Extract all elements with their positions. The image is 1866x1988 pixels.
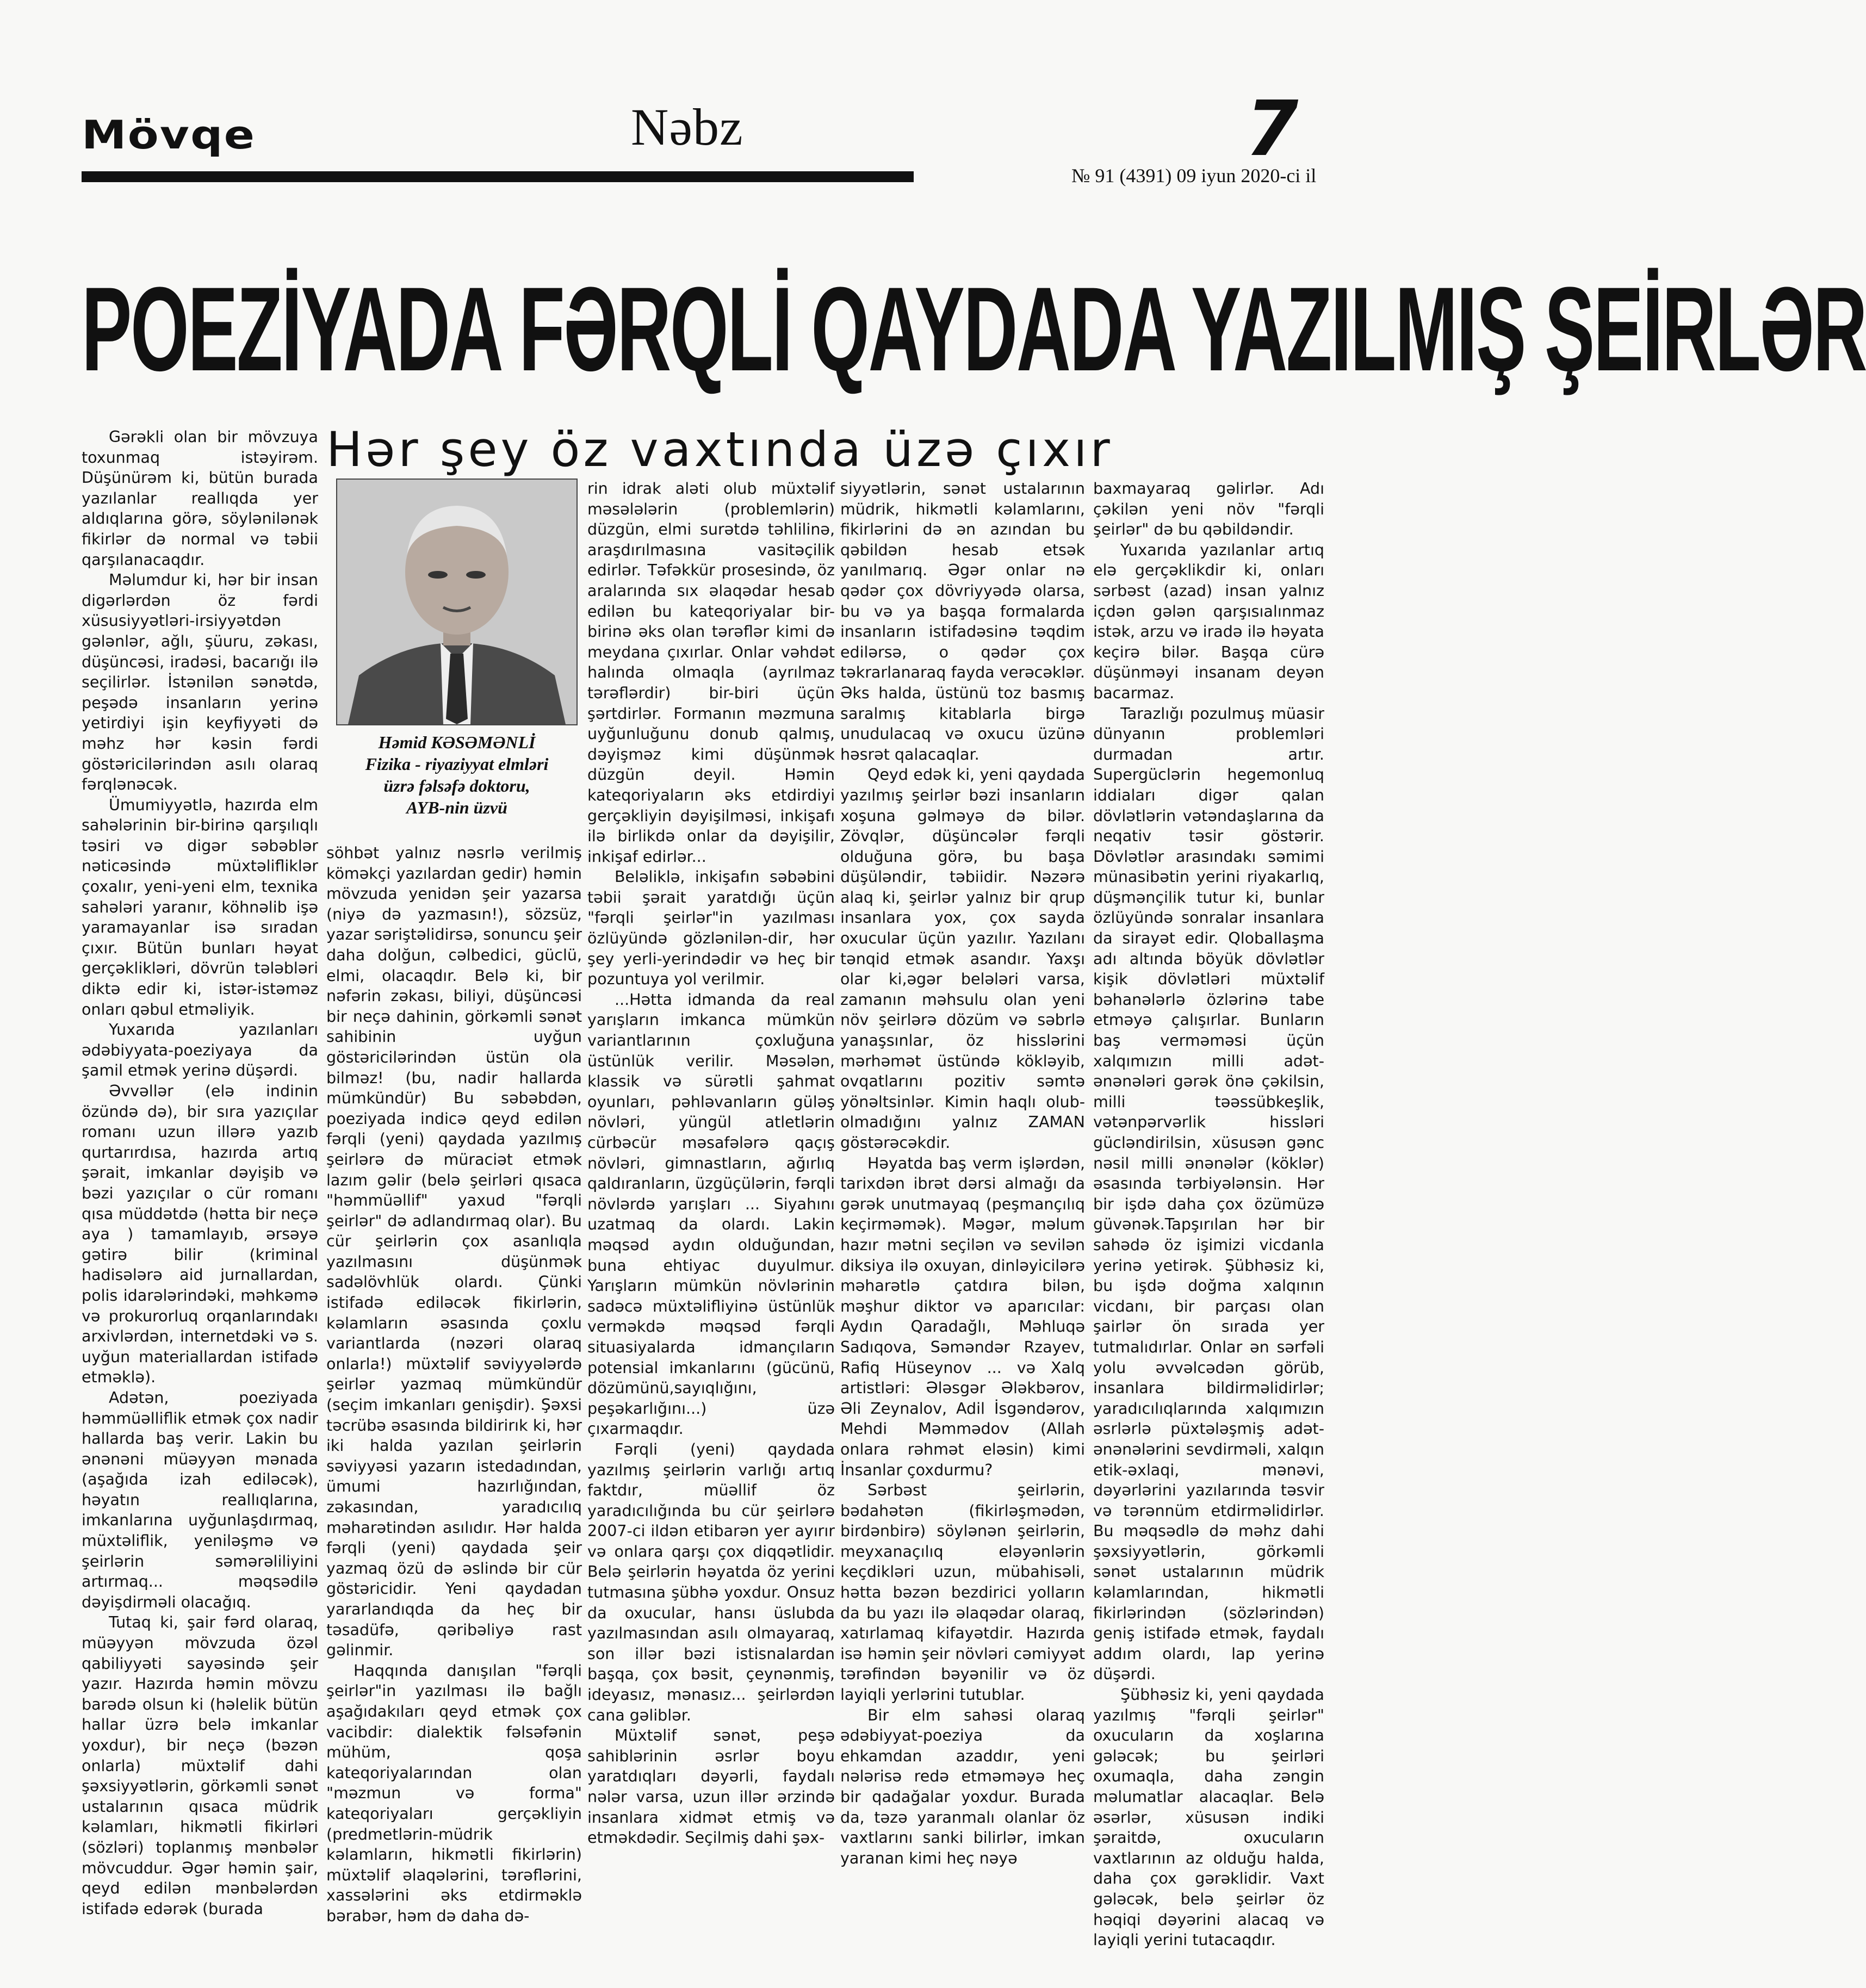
headline-text: POEZİYADA FƏRQLİ QAYDADA YAZILMIŞ ŞEİRLƏR: [82, 262, 1866, 396]
subtitle: Hər şey öz vaxtında üzə çıxır: [326, 421, 1113, 477]
paragraph: Yuxarıda yazılanlar artıq elə gerçəklikdir ki, onları sərbəst (azad) insan yalnız içdən gələn qarşısıalınmaz istək, arzu və iradə ilə həyata keçirə bilər. Başqa cürə düşünməyi insanam deyən bacarmaz.: [1093, 541, 1324, 702]
paragraph: Yuxarıda yazılanları ədəbiyyata-poeziyaya da şamil etmək yerinə düşərdi.: [82, 1021, 318, 1080]
paragraph: Sərbəst şeirlərin, bədahətən (fikirləşmədən, birdənbirə) söylənən şeirlərin, meyxanaçılıq eləyənlərin keçdikləri uzun, mübahisəli, hətta bəzən bezdirici yolların da bu yazı ilə əlaqədar olaraq, xatırlamaq kifayətdir. Hazırda isə həmin şeir növləri cəmiyyət tərəfindən bəyənilir və öz layiqli yerlərini tutublar.: [840, 1481, 1085, 1704]
author-title-1: Fizika - riyaziyyat elmləri: [365, 754, 549, 774]
paragraph: Əvvəllər (elə indinin özündə də), bir sıra yazıçılar romanı uzun illərə yazıb qurtarırdısa, hazırda artıq şərait, imkanlar dəyişib və bəzi yazıçılar o cür romanı qısa müddətdə (hətta bir neçə aya ) tamamlayıb, ərsəyə gətirə bilir (kriminal hadisələrə aid jurnallardan, polis idarələrindəki, məhkəmə və prokurorluq orqanlarındakı arxivlərdən, internetdəki və s. uyğun materiallardan istifadə etməklə).: [82, 1082, 318, 1387]
paragraph: Tarazlığı pozulmuş müasir dünyanın problemləri durmadan artır. Supergüclərin hegemonluq iddiaları digər qalan dövlətlərin vətəndaşlarına da neqativ təsir göstərir. Dövlətlər arasındakı səmimi münasibətin yerini riyakarlıq, düşmənçilik tutur ki, bunlar özlüyündə sonralar insanlara da sirayət edir. Qloballaşma adı altında böyük dövlətlər kişik dövlətləri müxtəlif bəhanələrlə özlərinə tabe etməyə çalışırlar. Bunların baş verməməsi üçün xalqımızın milli adət-ənənələri gərək önə çəkilsin, milli təəssübkeşlik, vətənpərvərlik hissləri gücləndirilsin, xüsusən gənc nəsil milli ənənələr (köklər) əsasında tərbiyələnsin. Hər bir işdə daha çox özümüzə güvənək.Tapşırılan hər bir sahədə öz işimizi vicdanla yerinə yetirək. Şübhəsiz ki, bu işdə doğma xalqının vicdanı, bir parçası olan şairlər ön sırada yer tutmalıdırlar. Onlar ən sərfəli yolu əvvəlcədən görüb, insanlara bildirməlidirlər; yaradıcılıqlarında xalqımızın əsrlərlə püxtələşmiş adət-ənənələrini sevdirməli, xalqın etik-əxlaqi, mənəvi, dəyərlərini yazılarında təsvir və tərənnüm etdirməlidirlər. Bu məqsədlə də məhz dahi şəxsiyyətlərin, görkəmli sənət ustalarının müdrik kəlamlarından, hikmətli fikirlərindən (sözlərindən) geniş istifadə etmək, faydalı addım olardı, lap yerinə düşərdi.: [1093, 704, 1324, 1683]
paragraph: Beləliklə, inkişafın səbəbini təbii şərait yaratdığı üçün "fərqli şeirlər"in yazılması özlüyündə gözlənilən-dir, hər şey yerli-yerindədir və heç bir pozuntuya yol verilmir.: [587, 868, 835, 989]
paragraph: Məlumdur ki, hər bir insan digərlərdən öz fərdi xüsusiyyətləri-irsiyyətdən gələnlər, ağlı, şüuru, zəkası, düşüncəsi, iradəsi, bacarığı ilə seçilirlər. İstənilən sənətdə, peşədə insanların yerinə yetirdiyi işin keyfiyyəti də məhz hər kəsin fərdi göstəricilərindən asılı olaraq fərqlənəcək.: [82, 571, 318, 794]
paragraph: Gərəkli olan bir mövzuya toxunmaq istəyirəm. Düşünürəm ki, bütün burada yazılanlar reallıqda yer aldıqlarına görə, söylənilənək fikirlər də normal və təbii qarşılanacaqdır.: [82, 428, 318, 569]
headline: [82, 250, 1866, 408]
paragraph: Ümumiyyətlə, hazırda elm sahələrinin bir-birinə qarşılıqlı təsiri və digər səbəblər nəticəsində müxtəlifliklər çoxalır, yeni-yeni elm, texnika sahələri yaranır, köhnəlib işə yaramayanlar isə sıradan çıxır. Bütün bunları həyat gerçəklikləri, dövrün tələbləri diktə edir ki, istər-istəməz onları qəbul etməliyik.: [82, 796, 318, 1018]
paragraph: Bir elm sahəsi olaraq ədəbiyyat-poeziya da ehkamdan azaddır, yeni nələrisə redə etməməyə heç bir qadağalar yoxdur. Burada da, təzə yaranmalı olanlar öz vaxtlarını sanki bilirlər, imkan yaranan kimi heç nəyə: [840, 1706, 1085, 1867]
paragraph: Qeyd edək ki, yeni qaydada yazılmış şeirlər bəzi insanların xoşuna gəlməyə də bilər. Zövqlər, düşüncələr fərqli olduğuna görə, bu başa düşüləndir, təbiidir. Nəzərə alaq ki, şeirlər yalnız bir qrup insanlara yox, çox saydа oxucular üçün yazılır. Yazılanı tənqid etmək asandır. Yaxşı olar ki,əgər belələri varsa, zamanın məhsulu olan yeni növ şeirlərə dözüm və səbrlə yanaşsınlar, öz hisslərini mərhəmət üstündə kökləyib, ovqatlarını pozitiv səmtə yönəltsinlər. Kimin haqlı olub-olmadığını yalnız ZAMAN göstərəcəkdir.: [840, 766, 1085, 1152]
paragraph: Fərqli (yeni) qaydada yazılmış şeirlərin varlığı artıq faktdır, müəllif öz yaradıcılığında bu cür şeirlərə 2007-ci ildən etibarən yer ayırır və onlara qarşı çox diqqətlidir. Belə şeirlərin həyatda öz yerini tutmasına şübhə yoxdur. Onsuz da oxucular, hansı üslubda yazılmasından asılı olmayaraq, son illər bəzi istisnalardan başqa, çox bəsit, çeynənmiş, ideyasız, mənasız... şeirlərdən cana gəliblər.: [587, 1440, 835, 1724]
paragraph: Şübhəsiz ki, yeni qaydada yazılmış "fərqli şeirlər" oxucuların da xoşlarına gələcək; bu şeirləri oxumaqla, daha zəngin məlumatlar alacaqlar. Belə əsərlər, xüsusən indiki şəraitdə, oxucuların vaxtlarının az olduğu halda, daha çox gərəklidir. Vaxt gələcək, belə şeirlər öz həqiqi dəyərini alacaq və layiqli yerini tutacaqdır.: [1093, 1686, 1324, 1949]
issue-line: № 91 (4391) 09 iyun 2020-ci il: [1071, 165, 1317, 187]
author-title-2: üzrə fəlsəfə doktoru,: [383, 776, 530, 796]
column-4: [840, 479, 1085, 1966]
paragraph: baxmayaraq gəlirlər. Adı çəkilən yeni növ "fərqli şeirlər" də bu qəbildəndir.: [1093, 480, 1324, 539]
newspaper-title: Nəbz: [631, 98, 743, 156]
column-1: [82, 427, 318, 1966]
paragraph: Müxtəlif sənət, peşə sahiblərinin əsrlər boyu yaratdıqları dəyərli, faydalı nələr varsa, uzun illər ərzində insanlara xidmət etmiş və etməkdədir. Seçilmiş dahi şəx-: [587, 1726, 835, 1847]
masthead-rule: [82, 171, 914, 182]
author-photo: [336, 479, 578, 725]
section-name: Mövqe: [82, 112, 256, 158]
author-name: Həmid KƏSƏMƏNLİ: [378, 732, 536, 752]
portrait-image: [337, 480, 576, 724]
paragraph: ...Hətta idmanda da real yarışların imkanca mümkün variantlarının çoxluğuna üstünlük verilir. Məsələn, klassik və sürətli şahmat oyunları, pəhləvanların güləş növləri, yüngül atletlərin cürbəcür məsafələrə qaçış növləri, gimnastların, ağırlıq qaldıranların, üzgüçülərin, fərqli növlərdə yarışları ... Siyahını uzatmaq da olardı. Lakin məqsəd aydın olduğundan, buna ehtiyac duyulmur. Yarışların mümkün növlərinin sadəcə müxtəlifliyinə üstünlük verməkdə məqsəd fərqli situasiyalarda idmançıların potensial imkanlarını (gücünü, dözümünü,sayıqlığını, peşəkarlığını...) üzə çıxarmaqdır.: [587, 990, 835, 1438]
paragraph: siyyətlərin, sənət ustalarının müdrik, hikmətli kəlamlarını, fikirlərini də ən azından bu qəbildən hesab etsək yanılmarıq. Əgər onlar nə qədər çox dövriyyədə olarsa, bu və ya başqa formalarda insanların istifadəsinə təqdim edilərsə, o qədər çox təkrarlanaraq fayda verəcəklər. Əks halda, üstünü toz basmış saralmış kitablarla birgə unudulacaq və oxucu üzünə həsrət qalacaqlar.: [840, 480, 1085, 763]
paragraph: Adətən, poeziyada həmmüəlliflik etmək çox nadir hallarda baş verir. Lakin bu ənənəni müəyyən mənada (aşağıda izah ediləcək), həyatın reallıqlarına, imkanlarına uyğunlaşdırmaq, müxtəliflik, yeniləşmə və şeirlərin səmərəliliyini artırmaq... məqsədilə dəyişdirməli olacağıq.: [82, 1388, 318, 1611]
paragraph: söhbət yalnız nəsrlə verilmiş köməkçi yazılardan gedir) həmin mövzuda yenidən şeir yazarsa (niyə də yazmasın!), sözsüz, yazar səriştəlidirsə, sonuncu şeir daha dolğun, cəlbedici, güclü, elmi, olacaqdır. Belə ki, bir nəfərin zəkası, biliyi, düşüncəsi bir neçə dahinin, görkəmli sənət sahibinin uyğun göstəricilərindən üstün ola bilməz! (bu, nadir hallarda mümkündür) Bu səbəbdən, poeziyada indicə qeyd edilən fərqli (yeni) qaydada yazılmış şeirlərə də müraciət etmək lazım gəlir (belə şeirləri qısaca "həmmüəllif" yaxud "fərqli şeirlər" də adlandırmaq olar). Bu cür şeirlərin çox asanlıqla yazılmasını düşünmək sadəlövhlük olardı. Çünki istifadə ediləcək fikirlərin, kəlamların əsasında çoxlu variantlarda (nəzəri olaraq onlarla!) müxtəlif səviyyələrdə şeirlər yazmaq mümkündür (seçim imkanları genişdir). Şəxsi təcrübə əsasında bildirirık ki, hər iki halda yazılan şeirlərin səviyyəsi yazarın istedadından, ümumi hazırlığından, zəkasından, yaradıcılıq məharətindən asılıdır. Hər halda fərqli (yeni) qaydada şeir yazmaq özü də əslində bir cür göstəricidir. Yeni qaydadan yararlandıqda da heç bir təsadüfə, qəribəliyə rast gəlinmir.: [326, 844, 582, 1660]
column-2: [326, 843, 582, 1966]
author-caption: [326, 731, 587, 818]
paragraph: rin idrak aləti olub müxtəlif məsələlərin (problemlərin) düzgün, elmi surətdə təhlilinə, araşdırılmasına vasitəçilik edirlər. Təfəkkür prosesində, öz aralarında sıx əlaqədar hesab edilən bu kateqoriyalar bir-birinə əks olan tərəflər kimi də meydana çıxırlar. Onlar vəhdət halında olmaqla (ayrılmaz tərəflərdir) bir-biri üçün şərtdirlər. Formanın məzmuna uyğunluğunu donub qalmış, dəyişməz kimi düşünmək düzgün deyil. Həmin kateqoriyaların əks etdirdiyi gerçəkliyin dəyişilməsi, inkişafı ilə birlikdə onlar da dəyişilir, inkişaf edirlər...: [587, 480, 835, 866]
paragraph: Haqqında danışılan "fərqli şeirlər"in yazılması ilə bağlı aşağıdakıları qeyd etmək çox vacibdir: dialektik fəlsəfənin mühüm, qoşa kateqoriyalarından olan "məzmun və forma" kateqoriyaları gerçəkliyin (predmetlərin-müdrik kəlamların, hikmətli fikirlərin) müxtəlif əlaqələrini, tərəflərini, xassələrini əks etdirməklə bərabər, həm də daha də-: [326, 1661, 582, 1925]
column-5: [1093, 479, 1324, 1966]
page-number: 7: [1245, 85, 1299, 173]
author-title-3: AYB-nin üzvü: [406, 798, 507, 817]
paragraph: Həyatda baş verm işlərdən, tarixdən ibrət dərsi almağı da gərək unutmayaq (peşmançılıq keçirməmək). Məgər, məlum hazır mətni seçilən və sevilən diksiya ilə oxuyan, dinləyicilərə məharətlə çatdıra bilən, məşhur diktor və aparıcılar: Aydın Qaradağlı, Məhluqə Sadıqova, Səməndər Rzayev, Rafiq Hüseynov ... və Xalq artistləri: Ələsgər Ələkbərov, Əli Zeynalov, Adil İsgəndərov, Mehdi Məmmədov (Allah onlara rəhmət eləsin) kimi İnsanlar çoxdurmu?: [840, 1154, 1085, 1479]
paragraph: Tutaq ki, şair fərd olaraq, müəyyən mövzuda özəl qabiliyyəti sayəsində şeir yazır. Hazırda həmin mövzu barədə olsun ki (həlelik bütün hallar üzrə belə imkanlar yoxdur), bir neçə (bəzən onlarla) müxtəlif dahi şəxsiyyətlərin, görkəmli sənət ustalarının qısaca müdrik kəlamları, hikmətli fikirləri (sözləri) toplanmış mənbələr mövcuddur. Əgər həmin şair, qeyd edilən mənbələrdən istifadə edərək (burada: [82, 1613, 318, 1918]
column-3: [587, 479, 835, 1966]
